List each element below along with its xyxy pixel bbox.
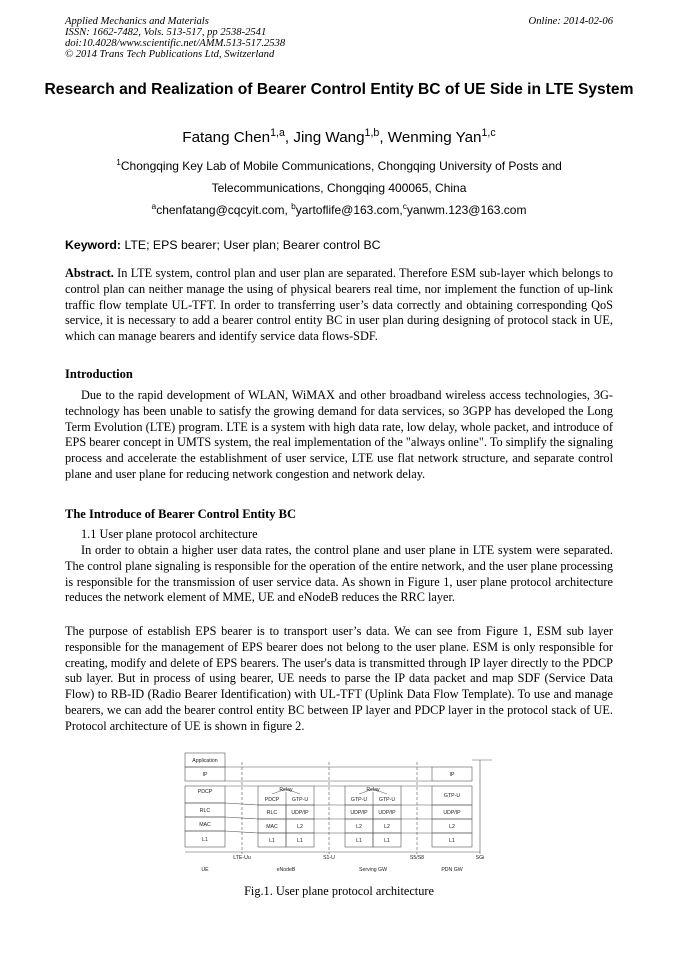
author-name: Wenming Yan (387, 129, 482, 146)
label-pgw-gtpu: GTP-U (443, 793, 461, 799)
abstract-label: Abstract. (65, 266, 114, 280)
label-sgw-l2a: L2 (356, 824, 362, 830)
label-ue-application: Application (192, 758, 218, 764)
abstract (65, 266, 613, 345)
issn: ISSN: 1662-7482, Vols. 513-517, pp 2538-2541 (65, 27, 267, 38)
label-ue-rlc: RLC (199, 808, 211, 814)
introduction-text: Due to the rapid development of WLAN, WiMAX and other broadband wireless access technologies, 3G-technology has been unable to satisfy the growing demand for data services, so 3GPP has developed the Long Term Evolution (LTE) program. LTE is a system with high data rate, low delay, whole packet, and introduce of EPS bearer concept in UMTS system, the real implementation of the "always online". To simplify the signaling process and accelerate the establishment of user service, LTE use flat network structure, and separate control plane and user plane for reducing network congestion and network delay. (65, 388, 613, 481)
label-enb-gtpu: GTP-U (291, 797, 309, 803)
label-node-serving-gw: Serving GW (359, 867, 387, 873)
protocol-architecture-figure (180, 750, 495, 875)
label-pgw-l1: L1 (449, 838, 455, 844)
email-c[interactable]: yanwm.123@163.com (406, 203, 527, 217)
label-sgw-udpip-b: UDP/IP (378, 810, 396, 816)
email-b[interactable]: yartoflife@163.com, (295, 203, 403, 217)
label-enb-udpip: UDP/IP (291, 810, 309, 816)
label-sgw-l2b: L2 (384, 824, 390, 830)
author-superscript: 1,c (481, 126, 496, 139)
paragraph-user-plane: In order to obtain a higher user data rates, the control plane and user plane in LTE system were separated. The control plane signaling is responsible for the operation of the entire network, and the user plane processing is responsible for the transmission of user service data. As shown in Figure 1, user plane protocol architecture reduces the network element of MME, UE and eNodeB reduces the RRC layer. (65, 543, 613, 605)
label-enb-rlc: RLC (266, 810, 278, 816)
label-pgw-l2: L2 (449, 824, 455, 830)
email-a[interactable]: chenfatang@cqcyit.com, (156, 203, 288, 217)
subsection-heading: 1.1 User plane protocol architecture (81, 527, 258, 541)
author-name: Jing Wang (293, 129, 365, 146)
author-superscript: 1,a (270, 126, 285, 139)
label-interface-s5s8: S5/S8 (409, 855, 425, 861)
keyword-label: Keyword: (65, 238, 122, 252)
journal-header (65, 16, 285, 60)
author-name: Fatang Chen (182, 129, 271, 146)
email-line: $^a$chenfatang@cqcyit.com, $^b$yartoflife@163.com,$^c$yanwm.123@163.com (151, 201, 527, 217)
label-ue-pdcp: PDCP (197, 789, 213, 795)
label-sgw-l1a: L1 (356, 838, 362, 844)
section-heading-introduction: Introduction (65, 367, 133, 381)
label-sgw-udpip-a: UDP/IP (350, 810, 368, 816)
label-node-ue: UE (201, 867, 209, 873)
affiliation-superscript: 1 (116, 157, 121, 167)
doi-link[interactable]: doi:10.4028/www.scientific.net/AMM.513-517.2538 (65, 38, 286, 49)
keywords (65, 238, 381, 252)
label-sgw-relay: Relay (366, 787, 380, 793)
figure-caption: Fig.1. User plane protocol architecture (244, 884, 434, 898)
label-enb-l1a: L1 (269, 838, 275, 844)
label-pgw-udpip: UDP/IP (443, 810, 461, 816)
label-node-pdn-gw: PDN GW (441, 867, 463, 873)
label-sgw-gtpu-b: GTP-U (378, 797, 396, 803)
author-superscript: 1,b (364, 126, 380, 139)
copyright: © 2014 Trans Tech Publications Ltd, Switzerland (65, 49, 275, 60)
label-sgw-gtpu-a: GTP-U (350, 797, 368, 803)
label-ue-ip: IP (202, 772, 208, 778)
label-enb-relay: Relay (279, 787, 293, 793)
section-heading-bearer-control: The Introduce of Bearer Control Entity BC (65, 507, 297, 521)
label-ue-mac: MAC (199, 822, 211, 828)
label-pgw-ip: IP (449, 772, 455, 778)
label-interface-sgi: SGi (475, 855, 485, 861)
label-interface-s1u: S1-U (323, 855, 335, 861)
author-list: Fatang Chen$^{1,a}$, Jing Wang$^{1,b}$, Wenming Yan$^{1,c}$ (182, 126, 496, 146)
affiliation-line-1: $^1$Chongqing Key Lab of Mobile Communications, Chongqing University of Posts and (116, 157, 562, 173)
label-enb-l1b: L1 (297, 838, 303, 844)
label-ue-l1: L1 (202, 837, 208, 843)
abstract-text: In LTE system, control plan and user plan are separated. Therefore ESM sub-layer which belongs to control plan can neither manage the using of physical bearers real time, nor implement the function of up-link traffic flow template UL-TFT. In order to transferring user’s data correctly and obtaining corresponding QoS service, it is necessary to add a bearer control entity BC in user plan during designing of protocol stack in UE, which can manage bearers and identify service data flows-SDF. (65, 266, 613, 344)
paper-title: Research and Realization of Bearer Control Entity BC of UE Side in LTE System (44, 81, 634, 98)
journal-name: Applied Mechanics and Materials (65, 16, 209, 27)
label-enb-l2: L2 (297, 824, 303, 830)
affiliation-line-2: Telecommunications, Chongqing 400065, China (211, 181, 467, 195)
keyword-values: LTE; EPS bearer; User plan; Bearer control BC (124, 238, 381, 252)
online-date: Online: 2014-02-06 (528, 16, 613, 27)
paragraph-eps-bearer: The purpose of establish EPS bearer is to transport user’s data. We can see from Figure 1, ESM sub layer responsible for the management of EPS bearer does not belong to the user plane. ESM is only responsible for creating, modify and delete of EPS bearers. The user's data is transmitted through IP layer directly to the PDCP sub layer. But in process of using bearer, UE needs to parse the IP data packet and map SDF (Service Data Flow) to RB-ID (Radio Bearer Identification) with UL-TFT (Uplink Data Flow Template). To use and manage bearers, we can add the bearer control entity BC between IP layer and PDCP layer in the protocol stack of UE. Protocol architecture of UE is shown in figure 2. (65, 624, 613, 733)
label-enb-pdcp: PDCP (264, 797, 280, 803)
label-enb-mac: MAC (266, 824, 278, 830)
label-sgw-l1b: L1 (384, 838, 390, 844)
label-interface-lteuu: LTE-Uu (233, 855, 251, 861)
label-node-enodeb: eNodeB (276, 867, 296, 873)
